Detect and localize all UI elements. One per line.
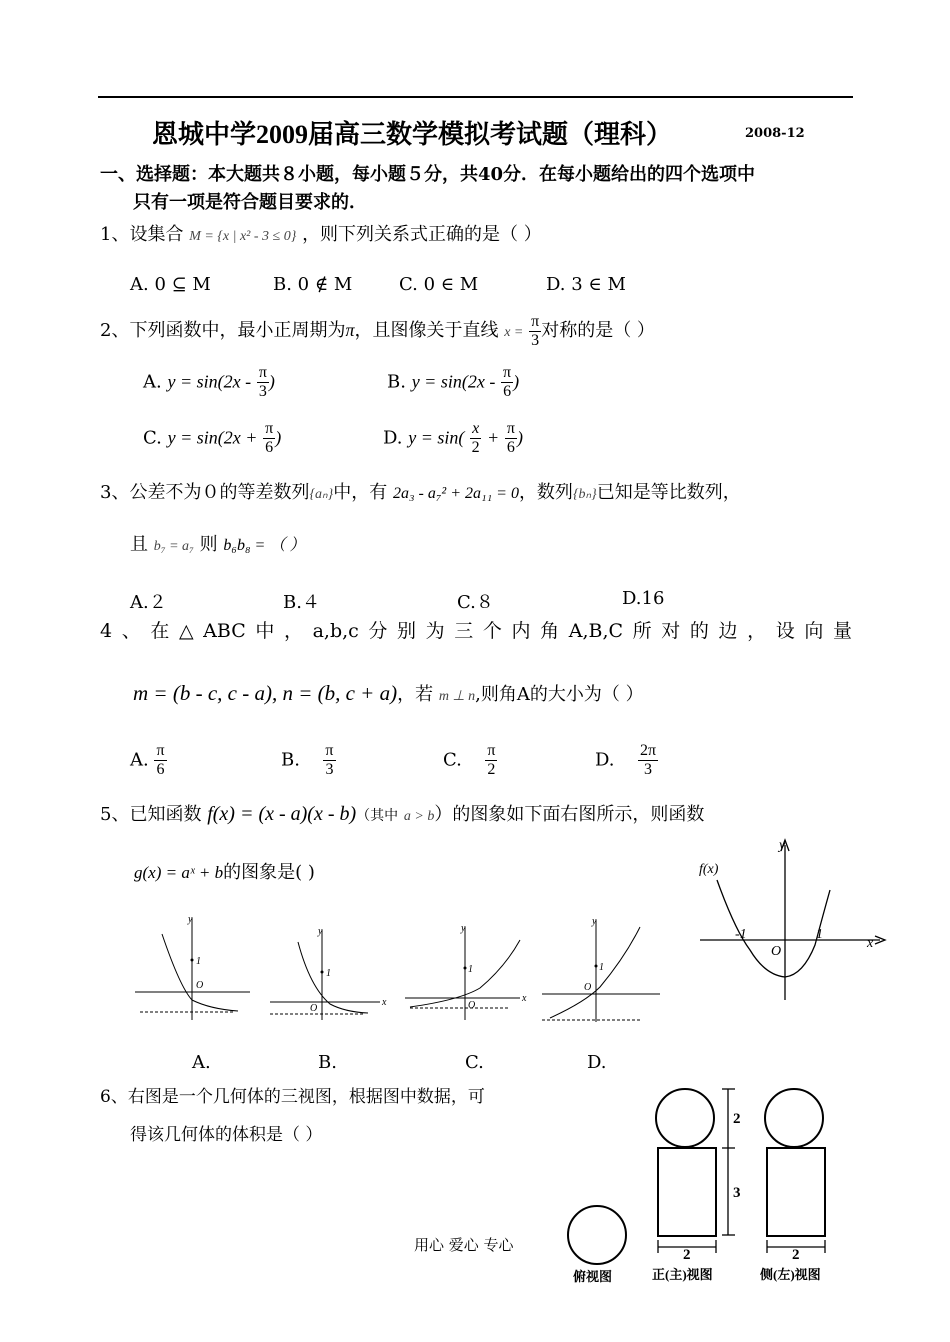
q6-dim-left-width: 2 [792,1247,800,1263]
q5-graph-b-origin: O [310,1003,318,1014]
q2-a-den: 3 [258,383,267,400]
q2-option-a[interactable] [143,364,275,401]
q5-graph-c-one: 1 [468,964,473,975]
q5-stem [100,800,704,826]
q5-graph-d-y: y [592,916,597,927]
q2-d-den1: 2 [471,439,480,456]
q5-suffix: ）的图象如下面右图所示，则函数 [434,804,705,825]
q2-line-fraction [529,313,541,350]
q2-option-c[interactable] [143,420,281,457]
q4-option-c[interactable] [443,742,497,779]
q2-line-num: π [531,312,540,330]
q2-line-den: 3 [531,331,540,349]
q1-option-a[interactable]: A. 0 ⊆ M [130,274,211,295]
q4-c-num: π [487,742,496,759]
q2-line: x = [504,325,524,340]
q4-b-frac [323,742,335,779]
q2-a-num: π [258,364,267,381]
q3-option-c[interactable]: C.８ [457,592,494,613]
q4-perp: m ⊥ n [438,689,476,704]
q5-label-b[interactable]: B. [318,1052,337,1073]
q5-graph-b-y: y [318,926,323,937]
q2-b-close: ) [513,371,520,392]
q5-fx-label: f(x) [699,862,719,877]
top-rule [98,96,853,98]
q3-then: 则 [199,534,218,555]
q2-b-den: 6 [503,383,512,400]
q5-label-a[interactable]: A. [192,1052,211,1073]
q6-three-views [555,1085,845,1290]
q4-c-den: 2 [487,761,496,778]
q2-d-frac2 [505,420,517,457]
q2-option-d[interactable] [383,420,523,457]
q3-option-a[interactable]: A.２ [130,592,167,613]
q5-graph-d-origin: O [584,982,592,993]
section-heading-line1: 一、选择题：本大题共８小题，每小题５分，共40分．在每小题给出的四个选项中 [100,164,756,185]
q5-fx-graph [695,835,895,1005]
q3-cond: b₇ = a₇ [153,539,194,554]
q4-vectors: m = (b - c, c - a), n = (b, c + a) [133,681,398,705]
q1-set: M = {x | x² - 3 ≤ 0} [189,229,297,244]
q2-suffix: 对称的是（ ） [541,320,655,341]
q5-fx-y-label: y [779,838,786,853]
q5-line2 [134,858,315,884]
q2-b-expr: y = sin(2x - [411,371,496,392]
q1-option-d[interactable]: D. 3 ∈ M [546,274,626,295]
q5-ask: 的图象是( ) [223,862,315,883]
q2-d-label: D. [383,427,403,449]
q5-graph-b[interactable] [270,930,380,1020]
page-title: 恩城中学2009届高三数学模拟考试题（理科） [152,120,673,149]
q2-a-expr: y = sin(2x - [167,371,252,392]
q2-c-expr: y = sin(2x + [167,427,258,448]
q4-a-den: 6 [156,761,165,778]
q5-option-graphs [130,912,665,1022]
q6-top-view-circle [568,1206,626,1264]
q5-cond: a > b [403,809,435,824]
q5-fx-neg1: -1 [735,927,747,942]
q2-b-label: B. [387,371,406,393]
q2-c-frac [263,420,275,457]
q3-mid2: ，数列 [518,482,573,503]
q2-option-b[interactable] [387,364,519,401]
q6-line2: 得该几何体的体积是（ ） [130,1125,323,1145]
q4-b-den: 3 [325,761,334,778]
q4-option-a[interactable] [130,742,167,779]
q2-c-label: C. [143,427,162,449]
q3-option-b[interactable]: B.４ [283,592,320,613]
q5-graph-d-one: 1 [599,962,604,973]
q5-prefix: 5、已知函数 [100,804,202,825]
q5-fx-origin: O [771,944,782,959]
q2-b-frac [501,364,513,401]
q5-graph-b-x: x [382,997,387,1008]
q5-graph-c-y: y [461,923,466,934]
q6-left-view-circle [765,1089,823,1147]
q2-d-num2: π [506,420,515,437]
q3-equation: 2a₃ - a₇² + 2a₁₁ = 0 [392,485,519,502]
q1-option-b[interactable]: B. 0 ∉ M [273,274,353,295]
q4-d-den: 3 [644,761,653,778]
q4-c-frac [485,742,497,779]
q2-stem [100,310,655,353]
q2-a-close: ) [268,371,275,392]
q5-label-c[interactable]: C. [465,1052,484,1073]
q4-a-frac [154,742,166,779]
q3-option-d[interactable]: D.16 [622,588,665,609]
q4-b-label: B. [281,749,300,771]
q4-option-d[interactable] [595,742,658,779]
q5-graph-a-one: 1 [196,956,201,967]
q1-option-c[interactable]: C. 0 ∈ M [399,274,479,295]
q3-line2 [130,530,305,556]
exam-date: 2008-12 [745,126,805,141]
q6-label-front-view: 正(主)视图 [652,1267,713,1282]
q5-graph-c-x: x [522,993,527,1004]
q4-option-b[interactable] [281,742,336,779]
q2-d-den2: 6 [506,439,515,456]
q4-line1: 4、在△ABC中，a,b,c分别为三个内角A,B,C所对的边，设向量 [100,620,852,642]
q5-label-d[interactable]: D. [587,1052,607,1073]
q5-g: g(x) = aˣ + b [134,863,224,882]
section-heading-line2: 只有一项是符合题目要求的． [133,192,367,213]
q2-b-num: π [503,364,512,381]
q3-stem [100,478,741,504]
q5-graph-a-y: y [188,914,193,925]
q6-line1: 6、右图是一个几何体的三视图，根据图中数据，可 [100,1087,485,1107]
q3-seq-a: {aₙ} [309,487,334,502]
q2-d-close: ) [516,427,523,448]
q2-prefix: 2、下列函数中，最小正周期为 [100,320,346,341]
q2-d-num1: x [472,420,480,437]
q6-dim-front-width: 2 [683,1247,691,1263]
footer-motto: 用心 爱心 专心 [414,1236,514,1254]
q6-front-view-circle [656,1089,714,1147]
q4-d-frac [638,742,658,779]
q3-line2-prefix: 且 [130,534,148,555]
q4-mid: ，若 [397,684,434,705]
q5-graph-c-origin: O [468,1000,476,1011]
q6-front-view-rect [658,1148,716,1236]
q4-d-num: 2π [639,742,657,759]
q2-d-frac1 [470,420,481,457]
q3-prefix: 3、公差不为０的等差数列 [100,482,310,503]
q4-a-num: π [156,742,165,759]
q6-left-view-rect [767,1148,825,1236]
q2-c-close: ) [275,427,282,448]
q3-ask: b₆b₈ = （ ） [223,537,306,554]
q1-stem [100,220,542,246]
q4-b-num: π [325,742,334,759]
q6-label-top-view: 俯视图 [573,1269,613,1284]
q5-graph-c[interactable] [405,927,520,1020]
q3-mid1: 中，有 [333,482,388,503]
q1-suffix: ，则下列关系式正确的是（ ） [302,224,542,245]
q6-dim-top: 2 [733,1111,741,1127]
q3-suffix: 已知是等比数列， [596,482,741,503]
q5-graph-b-one: 1 [326,968,331,979]
q5-graph-a-origin: O [196,980,204,991]
q2-a-frac [257,364,269,401]
q5-fx-pos1: 1 [816,927,823,942]
q2-d-plus: + [486,427,500,448]
q4-suffix: ,则角A的大小为（ ） [475,684,644,705]
q2-c-den: 6 [265,439,274,456]
q2-c-num: π [265,420,274,437]
q4-line2 [133,680,644,706]
q4-d-label: D. [595,749,615,771]
q2-middle: ，且图像关于直线 [354,320,499,341]
q3-seq-b: {bₙ} [572,487,597,502]
q4-c-label: C. [443,749,462,771]
q5-fx-x-label: x [867,936,874,951]
q6-label-left-view: 侧(左)视图 [760,1267,821,1282]
q5-graph-a[interactable] [135,918,250,1020]
q2-d-expr: y = sin( [408,427,465,448]
q5-func: f(x) = (x - a)(x - b) [207,803,357,825]
q5-paren-open: （其中 [356,808,399,824]
q4-a-label: A. [130,749,149,771]
q2-a-label: A. [143,371,162,393]
q1-prefix: 1、设集合 [100,224,184,245]
q2-pi: π [345,320,355,340]
q6-dim-side: 3 [733,1185,741,1201]
